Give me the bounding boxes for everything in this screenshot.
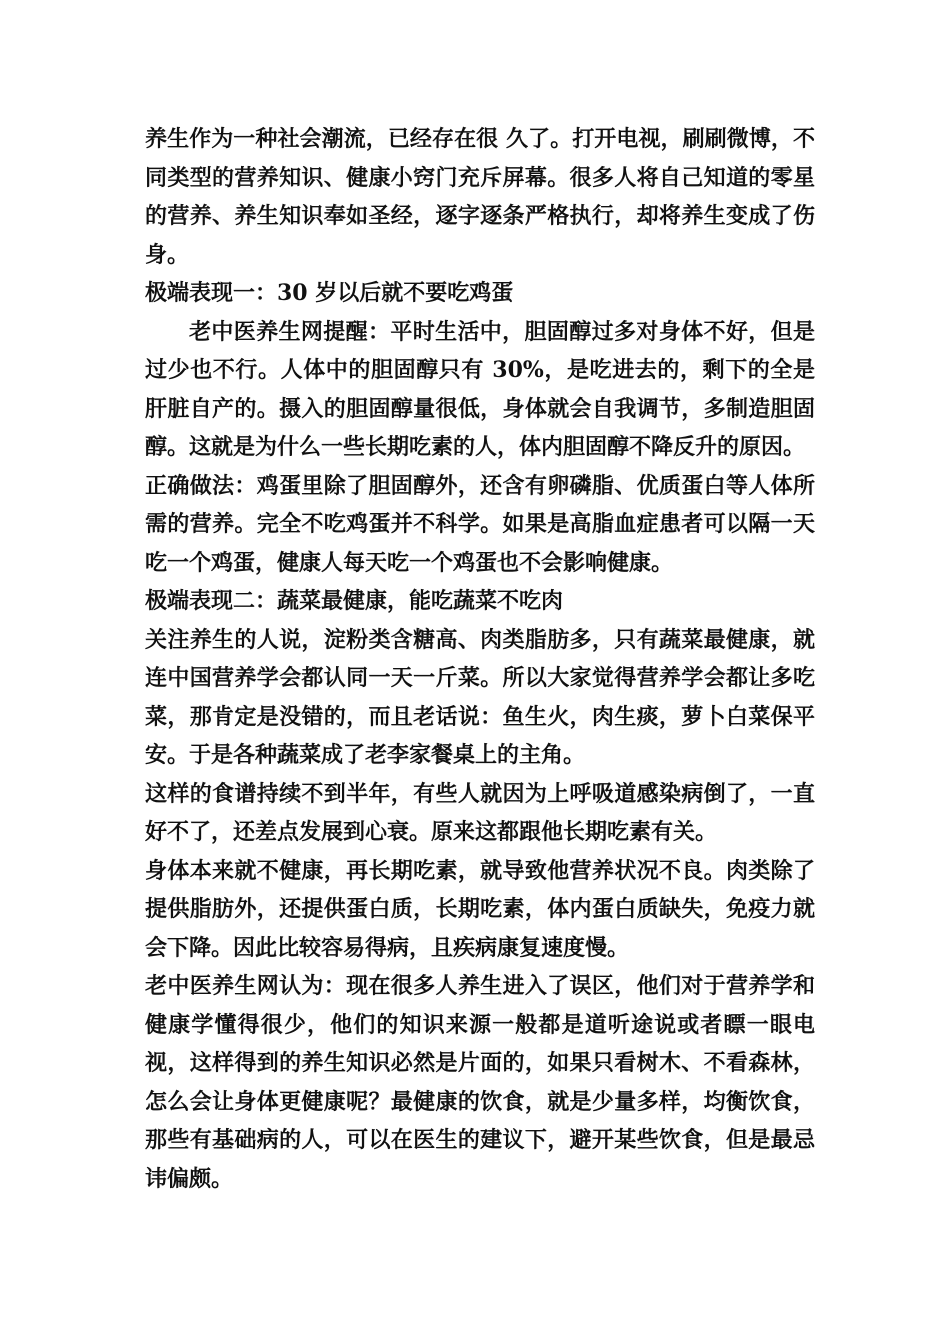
diet-result-paragraph: 这样的食谱持续不到半年，有些人就因为上呼吸道感染病倒了，一直好不了，还差点发展到心衰。原来这都跟他长期吃素有关。 — [145, 780, 815, 845]
intro-paragraph: 养生作为一种社会潮流，已经存在很 久了。打开电视，刷刷微博，不同类型的营养知识、健康小窍门充斥屏幕。很多人将自己知道的零星的营养、养生知识奉如圣经，逐字逐条严格执行，却将养生变成了伤身。 — [145, 126, 815, 268]
document-body — [145, 120, 815, 1198]
cholesterol-paragraph: 老中医养生网提醒：平时生活中，胆固醇过多对身体不好，但是过少也不行。人体中的胆固醇只有 30%，是吃进去的，剩下的全是肝脏自产的。摄入的胆固醇量很低，身体就会自我调节，多制造胆固醇。这就是为什么一些长期吃素的人，体内胆固醇不降反升的原因。 — [145, 318, 815, 460]
conclusion-paragraph: 老中医养生网认为：现在很多人养生进入了误区，他们对于营养学和健康学懂得很少，他们的知识来源一般都是道听途说或者瞟一眼电视，这样得到的养生知识必然是片面的，如果只看树木、不看森林，怎么会让身体更健康呢？最健康的饮食，就是少量多样，均衡饮食，那些有基础病的人，可以在医生的建议下，避开某些饮食，但是最忌讳偏颇。 — [145, 973, 815, 1192]
nutrition-paragraph: 身体本来就不健康，再长期吃素，就导致他营养状况不良。肉类除了提供脂肪外，还提供蛋白质，长期吃素，体内蛋白质缺失，免疫力就会下降。因此比较容易得病，且疾病康复速度慢。 — [145, 857, 815, 961]
section-heading-1: 极端表现一：30 岁以后就不要吃鸡蛋 — [145, 280, 514, 306]
vegetable-paragraph: 关注养生的人说，淀粉类含糖高、肉类脂肪多，只有蔬菜最健康，就连中国营养学会都认同一天一斤菜。所以大家觉得营养学会都让多吃菜，那肯定是没错的，而且老话说：鱼生火，肉生痰，萝卜白菜保平安。于是各种蔬菜成了老李家餐桌上的主角。 — [145, 626, 815, 768]
section-heading-2: 极端表现二：蔬菜最健康，能吃蔬菜不吃肉 — [145, 588, 564, 614]
correct-method-paragraph: 正确做法：鸡蛋里除了胆固醇外，还含有卵磷脂、优质蛋白等人体所需的营养。完全不吃鸡蛋并不科学。如果是高脂血症患者可以隔一天吃一个鸡蛋，健康人每天吃一个鸡蛋也不会影响健康。 — [145, 472, 815, 576]
